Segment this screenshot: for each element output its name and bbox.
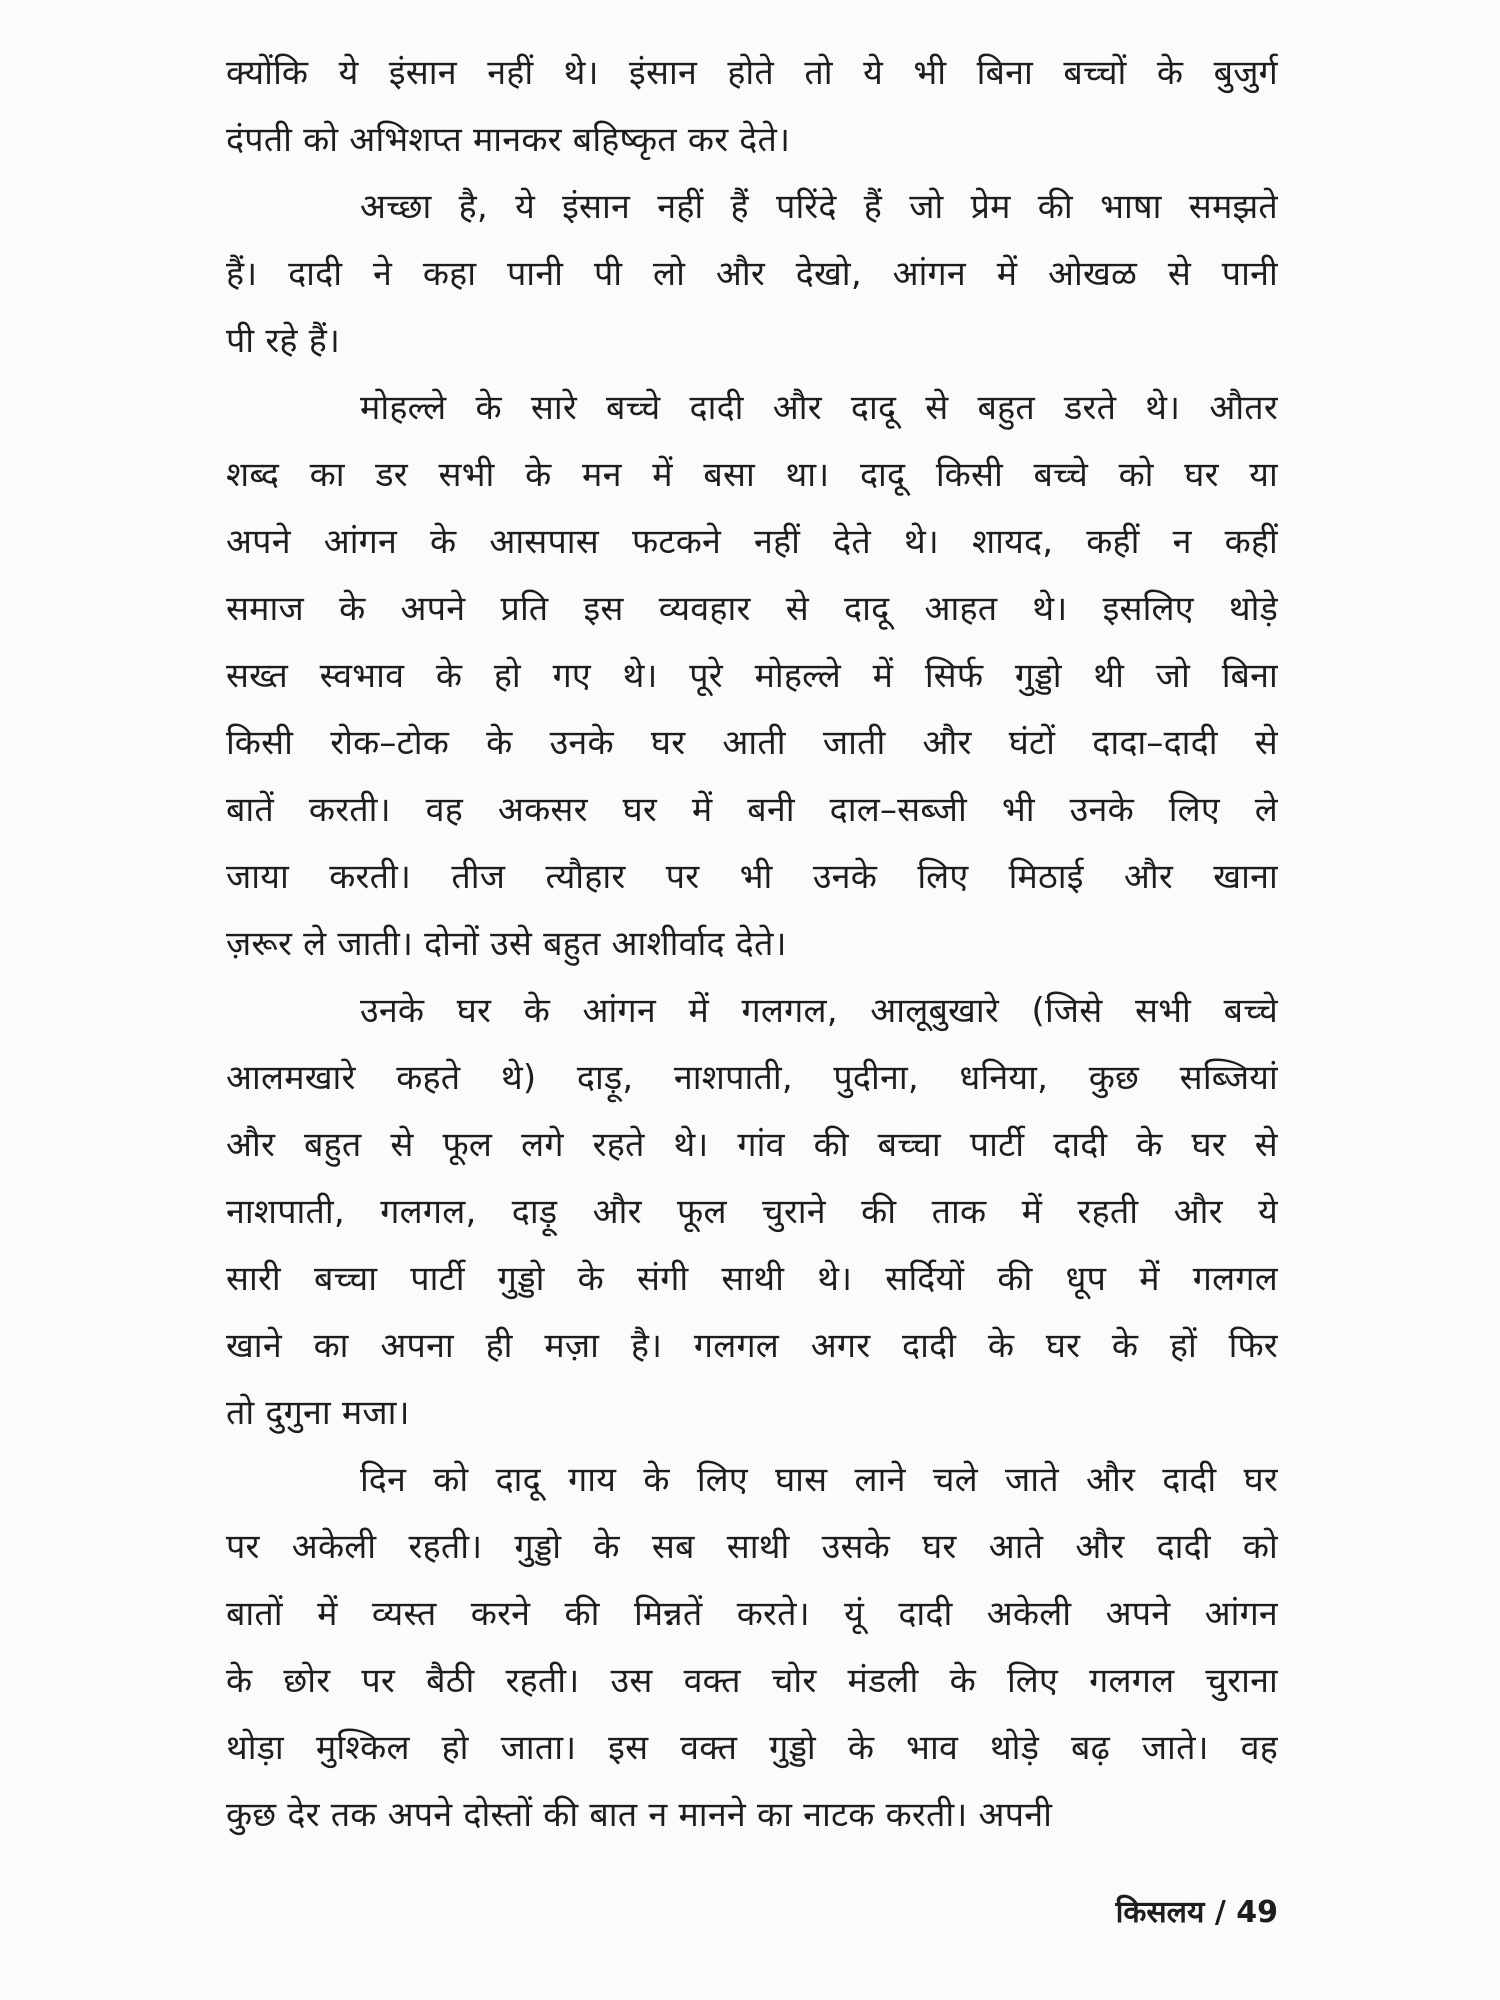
body-text <box>226 48 1278 1857</box>
text-line: बातें करती। वह अकसर घर में बनी दाल–सब्जी भी उनके लिए ले <box>226 790 1278 830</box>
text-line: मोहल्ले के सारे बच्चे दादी और दादू से बहुत डरते थे। औतर <box>360 388 1278 428</box>
paragraph <box>226 182 1278 383</box>
text-line: अपने आंगन के आसपास फटकने नहीं देते थे। शायद, कहीं न कहीं <box>226 522 1278 562</box>
text-line: दिन को दादू गाय के लिए घास लाने चले जाते और दादी घर <box>360 1460 1278 1500</box>
text-line: खाने का अपना ही मज़ा है। गलगल अगर दादी के घर के हों फिर <box>226 1326 1278 1366</box>
text-line: दंपती को अभिशप्त मानकर बहिष्कृत कर देते। <box>226 120 791 160</box>
text-line: कुछ देर तक अपने दोस्तों की बात न मानने का नाटक करती। अपनी <box>226 1795 1053 1835</box>
text-line: ज़रूर ले जाती। दोनों उसे बहुत आशीर्वाद देते। <box>226 924 787 964</box>
text-line: उनके घर के आंगन में गलगल, आलूबुखारे (जिसे सभी बच्चे <box>360 991 1278 1031</box>
text-line: के छोर पर बैठी रहती। उस वक्त चोर मंडली के लिए गलगल चुराना <box>226 1661 1278 1701</box>
text-line: बातों में व्यस्त करने की मिन्नतें करते। यूं दादी अकेली अपने आंगन <box>226 1594 1278 1634</box>
paragraph <box>226 986 1278 1455</box>
paragraph <box>226 48 1278 182</box>
text-line: पी रहे हैं। <box>226 321 341 361</box>
text-line: थोड़ा मुश्किल हो जाता। इस वक्त गुड्डो के भाव थोड़े बढ़ जाते। वह <box>226 1728 1278 1768</box>
text-line: सख्त स्वभाव के हो गए थे। पूरे मोहल्ले में सिर्फ गुड्डो थी जो बिना <box>226 656 1278 696</box>
text-line: आलमखारे कहते थे) दाड़ू, नाशपाती, पुदीना, धनिया, कुछ सब्जियां <box>226 1058 1278 1098</box>
paragraph <box>226 1455 1278 1857</box>
text-line: नाशपाती, गलगल, दाड़ू और फूल चुराने की ताक में रहती और ये <box>226 1192 1278 1232</box>
text-line: पर अकेली रहती। गुड्डो के सब साथी उसके घर आते और दादी को <box>226 1527 1278 1567</box>
text-line: समाज के अपने प्रति इस व्यवहार से दादू आहत थे। इसलिए थोड़े <box>226 589 1278 629</box>
text-line: और बहुत से फूल लगे रहते थे। गांव की बच्चा पार्टी दादी के घर से <box>226 1125 1278 1165</box>
text-line: शब्द का डर सभी के मन में बसा था। दादू किसी बच्चे को घर या <box>226 455 1278 495</box>
paragraph <box>226 383 1278 986</box>
text-line: क्योंकि ये इंसान नहीं थे। इंसान होते तो ये भी बिना बच्चों के बुजुर्ग <box>226 53 1278 93</box>
text-line: तो दुगुना मजा। <box>226 1393 410 1433</box>
text-line: किसी रोक–टोक के उनके घर आती जाती और घंटों दादा–दादी से <box>226 723 1278 763</box>
text-line: हैं। दादी ने कहा पानी पी लो और देखो, आंगन में ओखळ से पानी <box>226 254 1278 294</box>
page-footer: किसलय / 49 <box>1115 1895 1278 1930</box>
text-line: अच्छा है, ये इंसान नहीं हैं परिंदे हैं जो प्रेम की भाषा समझते <box>360 187 1278 227</box>
text-line: जाया करती। तीज त्यौहार पर भी उनके लिए मिठाई और खाना <box>226 857 1278 897</box>
text-line: सारी बच्चा पार्टी गुड्डो के संगी साथी थे। सर्दियों की धूप में गलगल <box>226 1259 1278 1299</box>
